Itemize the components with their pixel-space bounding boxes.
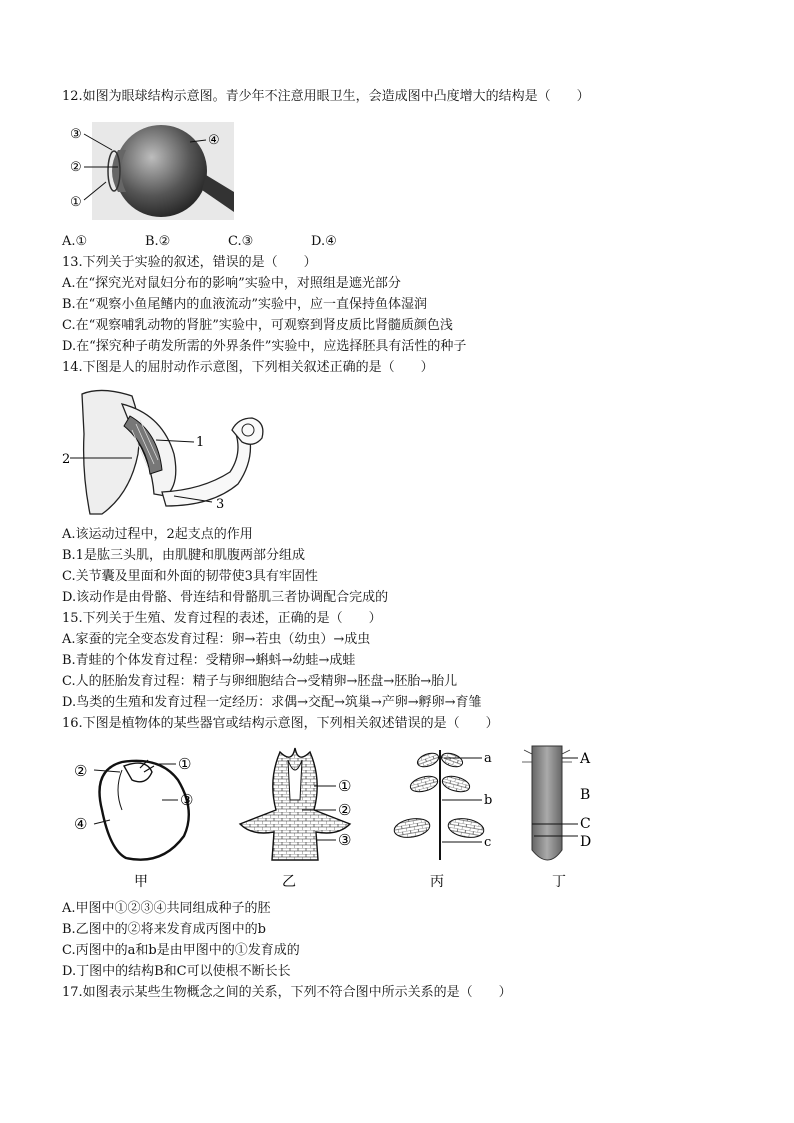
q14-option-b: B.1是肱三头肌，由肌腱和肌腹两部分组成 [62, 548, 305, 563]
q12-option-b: B.② [145, 234, 171, 249]
ding-label-b: B [580, 787, 591, 803]
ding-label-d: D [580, 834, 592, 850]
jia-label-4: ④ [74, 815, 88, 833]
eye-label-3: ③ [70, 127, 82, 142]
jia-label-1: ① [178, 755, 192, 773]
yi-label-1: ① [338, 777, 352, 795]
q15-option-c: C.人的胚胎发育过程：精子与卵细胞结合→受精卵→胚盘→胚胎→胎儿 [62, 674, 458, 689]
jia-label-3: ③ [180, 791, 194, 809]
q15-stem: 15.下列关于生殖、发育过程的表述，正确的是（ ） [62, 611, 382, 626]
arm-label-3: 3 [216, 497, 225, 512]
plant-organs-diagram [62, 740, 622, 892]
bud-yi [240, 748, 351, 860]
eye-label-4: ④ [208, 133, 220, 148]
bing-label-a: a [484, 751, 492, 766]
q12-stem: 12.如图为眼球结构示意图。青少年不注意用眼卫生，会造成图中凸度增大的结构是（ ） [62, 89, 590, 104]
q15-option-a: A.家蚕的完全变态发育过程：卵→若虫（幼虫）→成虫 [62, 632, 371, 647]
yi-label-3: ③ [338, 831, 352, 849]
q13-option-a: A.在“探究光对鼠妇分布的影响”实验中，对照组是遮光部分 [62, 276, 401, 291]
q12-options [62, 233, 394, 251]
q12-option-d: D.④ [311, 234, 337, 249]
q16-option-c: C.丙图中的a和b是由甲图中的①发育成的 [62, 943, 300, 958]
q12-option-a: A.① [62, 234, 88, 249]
q14-option-a: A.该运动过程中，2起支点的作用 [62, 527, 253, 542]
jia-label-2: ② [74, 762, 88, 780]
seed-jia [74, 755, 193, 860]
arm-label-1: 1 [196, 435, 205, 450]
q14-option-c: C.关节囊及里面和外面的韧带使3具有牢固性 [62, 569, 318, 584]
q12-option-c: C.③ [228, 234, 254, 249]
bing-label-c: c [484, 835, 492, 850]
q16-option-a: A.甲图中①②③④共同组成种子的胚 [62, 901, 271, 916]
caption-yi: 乙 [282, 874, 296, 890]
q13-option-d: D.在“探究种子萌发所需的外界条件”实验中，应选择胚具有活性的种子 [62, 339, 467, 354]
q13-stem: 13.下列关于实验的叙述，错误的是（ ） [62, 255, 317, 270]
arm-label-2: 2 [62, 452, 71, 467]
caption-jia: 甲 [134, 874, 148, 890]
caption-bing: 丙 [430, 874, 444, 890]
caption-ding: 丁 [552, 874, 566, 890]
q15-option-b: B.青蛙的个体发育过程：受精卵→蝌蚪→幼蛙→成蛙 [62, 653, 356, 668]
ding-label-a: A [580, 751, 591, 767]
q16-option-d: D.丁图中的结构B和C可以使根不断长长 [62, 964, 291, 979]
yi-label-2: ② [338, 801, 352, 819]
eyeball-diagram [66, 120, 236, 222]
ding-label-c: C [580, 816, 591, 832]
elbow-flexion-diagram [62, 384, 282, 518]
q13-option-b: B.在“观察小鱼尾鳍内的血液流动”实验中，应一直保持鱼体湿润 [62, 297, 427, 312]
q14-option-d: D.该动作是由骨骼、骨连结和骨骼肌三者协调配合完成的 [62, 590, 389, 605]
q14-stem: 14.下图是人的屈肘动作示意图，下列相关叙述正确的是（ ） [62, 360, 434, 375]
root-tip-ding [522, 746, 591, 860]
eye-label-2: ② [70, 160, 82, 175]
q13-option-c: C.在“观察哺乳动物的肾脏”实验中，可观察到肾皮质比肾髓质颜色浅 [62, 318, 453, 333]
q16-stem: 16.下图是植物体的某些器官或结构示意图，下列相关叙述错误的是（ ） [62, 716, 499, 731]
q17-stem: 17.如图表示某些生物概念之间的关系，下列不符合图中所示关系的是（ ） [62, 985, 512, 1000]
seedling-bing [393, 750, 493, 860]
bing-label-b: b [484, 793, 493, 808]
eye-label-1: ① [70, 195, 82, 210]
q15-option-d: D.鸟类的生殖和发育过程一定经历：求偶→交配→筑巢→产卵→孵卵→育雏 [62, 695, 482, 710]
q16-option-b: B.乙图中的②将来发育成丙图中的b [62, 922, 267, 937]
